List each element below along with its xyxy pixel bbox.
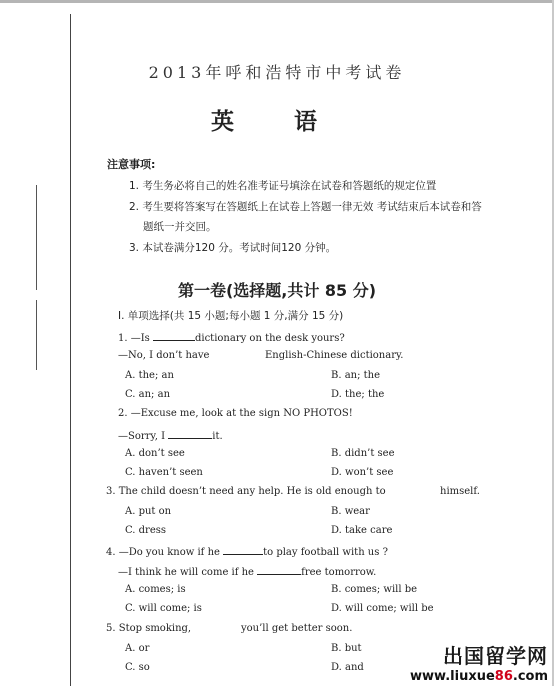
exam-title: 2013年呼和浩特市中考试卷 — [148, 63, 406, 82]
option: B. wear — [331, 506, 370, 517]
option: C. an; an — [125, 389, 171, 400]
stem-text: 4. —Do you know if he — [106, 547, 224, 558]
question-stem: you’ll get better soon. — [241, 623, 353, 634]
option: A. don’t see — [125, 448, 185, 459]
stem-text: —I think he will come if he — [118, 567, 258, 578]
watermark-url-number: 86 — [494, 669, 513, 684]
subject-title: 英 语 — [210, 108, 343, 135]
question-line — [118, 428, 223, 442]
option: A. the; an — [125, 370, 174, 381]
answer-blank — [223, 544, 263, 555]
stem-text: it. — [212, 431, 223, 442]
watermark-url — [410, 669, 548, 684]
answer-blank — [153, 330, 195, 341]
question-line — [118, 564, 376, 578]
option: B. comes; will be — [331, 584, 418, 595]
question-stem — [118, 330, 345, 344]
option: D. and — [331, 662, 364, 673]
option: B. but — [331, 643, 362, 654]
stem-text: free tomorrow. — [301, 567, 377, 578]
answer-blank — [257, 564, 301, 575]
option: A. comes; is — [125, 584, 186, 595]
answer-blank — [168, 428, 212, 439]
binding-cut-mark — [36, 300, 37, 370]
option: C. will come; is — [125, 603, 202, 614]
option: A. or — [125, 643, 150, 654]
option: D. will come; will be — [331, 603, 434, 614]
watermark-url-text: www.liuxue — [410, 669, 495, 684]
question-line: English-Chinese dictionary. — [265, 350, 404, 361]
site-watermark — [410, 640, 548, 684]
note-item: 1. 考生务必将自己的姓名准考证号填涂在试卷和答题纸的规定位置 — [129, 180, 437, 192]
watermark-url-text: .com — [512, 669, 548, 684]
stem-text: dictionary on the desk yours? — [194, 333, 345, 344]
note-item: 2. 考生要将答案写在答题纸上在试卷上答题一律无效 考试结束后本试卷和答 — [129, 201, 482, 213]
option: C. dress — [125, 525, 167, 536]
stem-text: 1. —Is — [118, 333, 153, 344]
question-stem: 3. The child doesn’t need any help. He is old enough to — [106, 486, 386, 497]
option: C. haven’t seen — [125, 467, 203, 478]
option: D. won’t see — [331, 467, 394, 478]
stem-text: to play football with us ? — [263, 547, 388, 558]
binding-cut-mark — [36, 185, 37, 290]
option: C. so — [125, 662, 150, 673]
option: B. didn’t see — [331, 448, 395, 459]
part-heading: I. 单项选择(共 15 小题;每小题 1 分,满分 15 分) — [118, 310, 344, 322]
note-item: 题纸一并交回。 — [143, 221, 217, 233]
section-title: 第一卷(选择题,共计 85 分) — [177, 281, 377, 300]
question-stem: 2. —Excuse me, look at the sign NO PHOTOS! — [118, 408, 353, 419]
top-border — [0, 0, 554, 3]
option: D. take care — [331, 525, 393, 536]
watermark-site-name: 出国留学网 — [443, 644, 548, 668]
option: D. the; the — [331, 389, 385, 400]
notes-heading: 注意事项: — [107, 158, 156, 171]
option: A. put on — [125, 506, 172, 517]
stem-text: —Sorry, I — [118, 431, 169, 442]
question-stem: 5. Stop smoking, — [106, 623, 192, 634]
question-stem — [106, 544, 388, 558]
question-line: —No, I don’t have — [118, 350, 210, 361]
note-item: 3. 本试卷满分120 分。考试时间120 分钟。 — [129, 242, 337, 254]
option: B. an; the — [331, 370, 381, 381]
question-stem: himself. — [440, 486, 480, 497]
